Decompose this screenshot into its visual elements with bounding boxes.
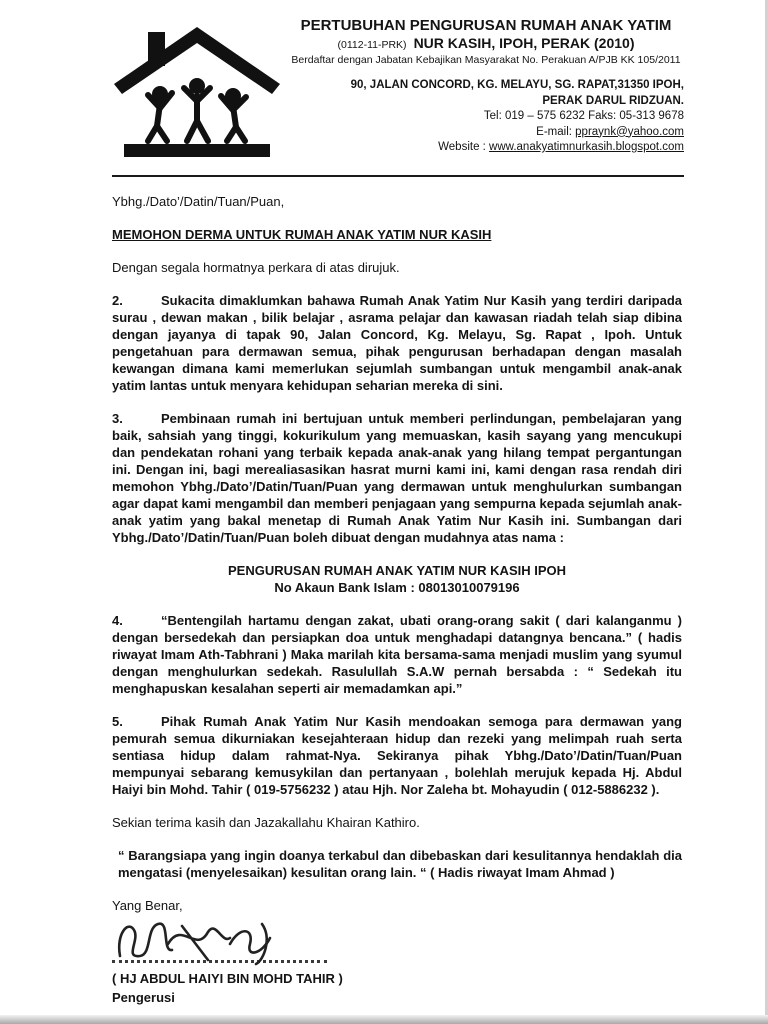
paragraph-2-text: Sukacita dimaklumkan bahawa Rumah Anak Yatim Nur Kasih yang terdiri daripada surau , dewan makan , bilik belajar , asrama pelajar dan kawasan riadah telah siap dibina dengan jayanya di tapak 90, Jalan Concord, Kg. Melayu, Sg. Rapat , Ipoh. Untuk pengetahuan para dermawan semua, pihak pengurusan berhadapan dengan masalah kewangan dimana kami memerlukan sejumlah sumbangan untuk mengambil anak-anak yatim lantas untuk menyara kehidupan seharian mereka di sini. — [112, 293, 682, 393]
paragraph-3-number: 3. — [112, 411, 123, 426]
intro-paragraph: Dengan segala hormatnya perkara di atas dirujuk. — [112, 260, 400, 275]
sign-off: Yang Benar, — [112, 898, 183, 913]
letterhead — [0, 0, 768, 167]
paragraph-3-text: Pembinaan rumah ini bertujuan untuk memberi perlindungan, pembelajaran yang baik, sahsiah yang tinggi, kokurikulum yang memuaskan, kasih sayang yang mencukupi dan pendekatan rohani yang terbaik kepada anak-anak yang hilang tempat pergantungan ini. Dengan ini, bagi merealiasasikan hasrat murni kami ini, kami dengan rasa rendah diri memohon Ybhg./Dato’/Datin/Tuan/Puan yang dermawan untuk menghulurkan sumbangan agar dapat kami mengambil dan memberi penjagaan yang sempurna kepada sejumlah anak-anak yatim yang bakal menetap di Rumah Anak Yatim Nur Kasih ini. Sumbangan dari Ybhg./Dato’/Datin/Tuan/Puan boleh dibuat dengan mudahnya atas nama : — [112, 411, 682, 545]
bank-account-name: PENGURUSAN RUMAH ANAK YATIM NUR KASIH IPOH — [227, 563, 567, 578]
email-address: ppraynk@yahoo.com — [575, 125, 684, 138]
paragraph-4-number: 4. — [112, 613, 123, 628]
address-line-2: PERAK DARUL RIDZUAN. — [542, 94, 684, 107]
letterhead-text — [288, 16, 684, 167]
org-logo — [112, 16, 288, 167]
org-name: PERTUBUHAN PENGURUSAN RUMAH ANAK YATIM — [300, 17, 672, 34]
paragraph-5-text: Pihak Rumah Anak Yatim Nur Kasih mendoakan semoga para dermawan yang pemurah semua dikurniakan kesejahteraan hidup dan rezeki yang melimpah ruah serta sentiasa hidup dalam rahmat-Nya. Sekiranya pihak Ybhg./Dato’/Datin/Tuan/Puan mempunyai sebarang kemusykilan dan pertanyaan , bolehlah merujuk kepada Hj. Abdul Haiyi bin Mohd. Tahir ( 019-5756232 ) atau Hjh. Nor Zaleha bt. Mohayudin ( 012-5886232 ). — [112, 714, 682, 797]
signatory-name: ( HJ ABDUL HAIYI BIN MOHD TAHIR ) — [112, 971, 343, 986]
handwritten-signature — [112, 914, 352, 970]
salutation: Ybhg./Dato’/Datin/Tuan/Puan, — [112, 194, 285, 209]
paragraph-5 — [112, 713, 682, 798]
signature-block — [112, 897, 682, 1006]
paragraph-3 — [112, 410, 682, 546]
paragraph-5-number: 5. — [112, 714, 123, 729]
org-reg-code: (0112-11-PRK) — [337, 39, 407, 51]
signature-scrawl-icon — [112, 914, 352, 970]
closing-line: Sekian terima kasih dan Jazakallahu Khairan Kathiro. — [112, 815, 420, 830]
org-address-block — [288, 78, 684, 156]
paragraph-2-number: 2. — [112, 293, 123, 308]
paragraph-2 — [112, 292, 682, 394]
org-subline — [288, 35, 684, 51]
org-registration-line: Berdaftar dengan Jabatan Kebajikan Masyarakat No. Perakuan A/PJB KK 105/2011 — [291, 54, 681, 66]
tel-fax-line: Tel: 019 – 575 6232 Faks: 05-313 9678 — [483, 110, 684, 122]
email-line — [288, 125, 684, 141]
address-line-1: 90, JALAN CONCORD, KG. MELAYU, SG. RAPAT,31350 IPOH, — [350, 79, 684, 91]
email-label: E-mail: — [536, 125, 576, 138]
letter-body — [0, 177, 768, 1006]
subject-line: MEMOHON DERMA UNTUK RUMAH ANAK YATIM NUR KASIH — [112, 227, 492, 242]
scan-edge-bottom — [0, 1015, 768, 1024]
bank-account-number: No Akaun Bank Islam : 08013010079196 — [274, 580, 520, 595]
hadith-quote: “ Barangsiapa yang ingin doanya terkabul dan dibebaskan dari kesulitannya hendaklah dia mengatasi (menyelesaikan) kesulitan orang lain. “ ( Hadis riwayat Imam Ahmad ) — [118, 848, 682, 880]
paragraph-4-text: “Bentengilah hartamu dengan zakat, ubati orang-orang sakit ( dari kalanganmu ) dengan bersedekah dan persiapkan doa untuk menghadapi datangnya bencana.” ( hadis riwayat Imam Ath-Tabhrani ) Maka marilah kita bersama-sama menjadi muslim yang syumul dengan menghulurkan sedekah. Rasulullah S.A.W pernah bersabda : “ Sedekah itu menghapuskan kesalahan seperti air memadamkan api.” — [112, 613, 682, 696]
signatory-title: Pengerusi — [112, 990, 175, 1005]
paragraph-4 — [112, 612, 682, 697]
website-label: Website : — [438, 141, 490, 153]
website-line — [288, 140, 684, 156]
house-children-logo-icon — [112, 24, 282, 162]
org-subname: NUR KASIH, IPOH, PERAK (2010) — [413, 35, 635, 51]
website-url: www.anakyatimnurkasih.blogspot.com — [489, 141, 684, 153]
